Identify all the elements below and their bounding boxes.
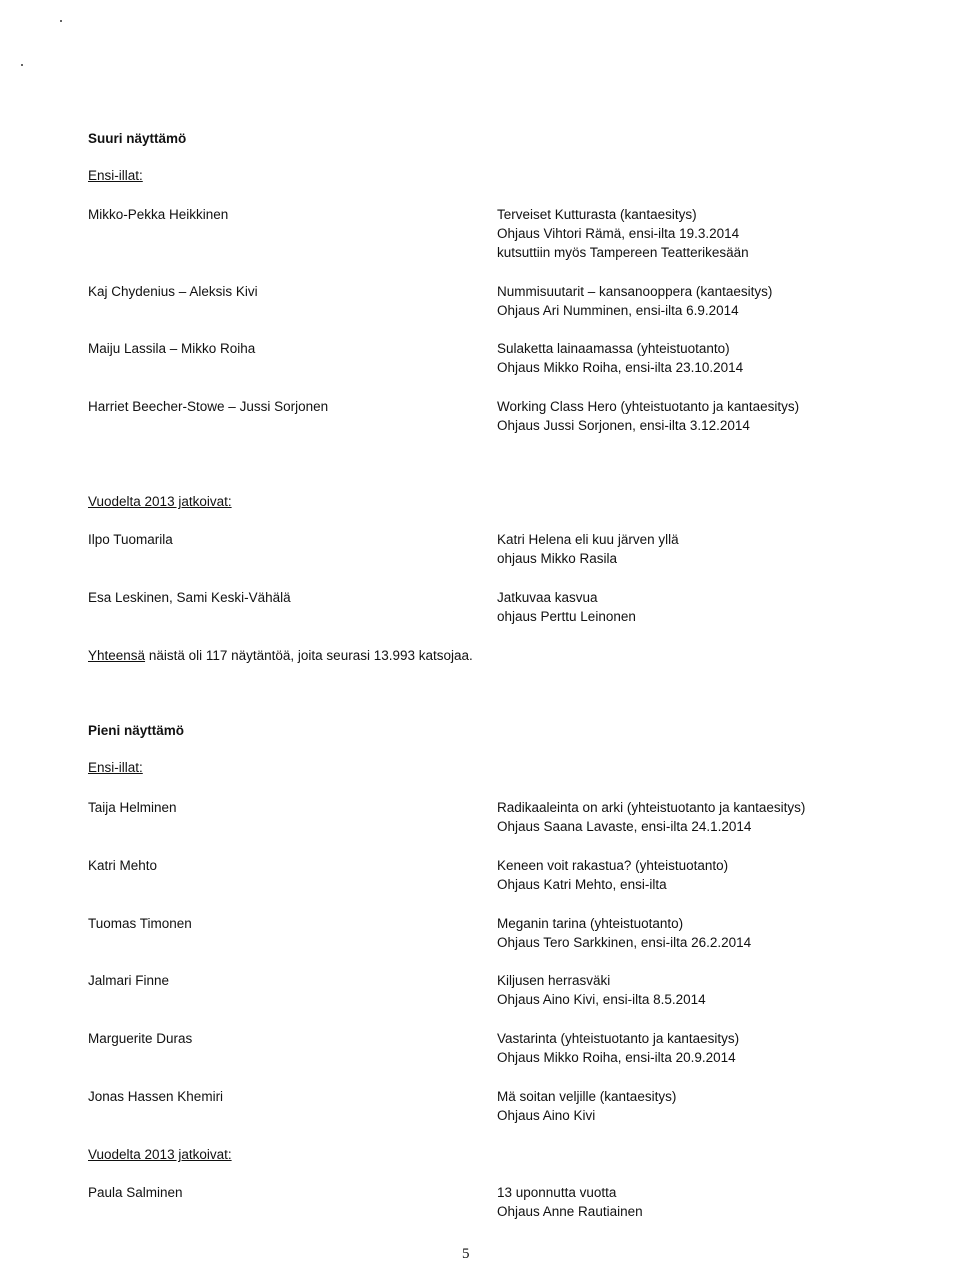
- production-info: Radikaaleinta on arki (yhteistuotanto ja kantaesitys) Ohjaus Saana Lavaste, ensi-ilta 24.1.2014: [497, 800, 806, 834]
- author-name: Paula Salminen: [88, 1185, 183, 1200]
- totals-summary: Yhteensä näistä oli 117 näytäntöä, joita seurasi 13.993 katsojaa.: [88, 648, 473, 663]
- production-info: Katri Helena eli kuu järven yllä ohjaus Mikko Rasila: [497, 532, 679, 566]
- author-name: Marguerite Duras: [88, 1031, 193, 1046]
- author-name: Tuomas Timonen: [88, 916, 192, 931]
- production-info: Kiljusen herrasväki Ohjaus Aino Kivi, ensi-ilta 8.5.2014: [497, 973, 706, 1007]
- production-info: Keneen voit rakastua? (yhteistuotanto) Ohjaus Katri Mehto, ensi-ilta: [497, 858, 729, 892]
- author-name: Maiju Lassila – Mikko Roiha: [88, 341, 256, 356]
- premieres-heading: Ensi-illat:: [88, 760, 143, 775]
- continuing-heading: Vuodelta 2013 jatkoivat:: [88, 1147, 232, 1162]
- author-name: Katri Mehto: [88, 858, 158, 873]
- production-info: Vastarinta (yhteistuotanto ja kantaesitys) Ohjaus Mikko Roiha, ensi-ilta 20.9.2014: [497, 1031, 740, 1065]
- author-name: Ilpo Tuomarila: [88, 532, 173, 547]
- production-info: Nummisuutarit – kansanooppera (kantaesitys) Ohjaus Ari Numminen, ensi-ilta 6.9.2014: [497, 284, 773, 318]
- scan-speck: [21, 64, 23, 66]
- production-info: Terveiset Kutturasta (kantaesitys) Ohjaus Vihtori Rämä, ensi-ilta 19.3.2014 kutsuttiin myös Tampereen Teatterikesään: [497, 207, 749, 260]
- scan-speck: [60, 20, 62, 22]
- page-number: 5: [462, 1246, 470, 1262]
- author-name: Jonas Hassen Khemiri: [88, 1089, 224, 1104]
- author-name: Esa Leskinen, Sami Keski-Vähälä: [88, 590, 291, 605]
- author-name: Harriet Beecher-Stowe – Jussi Sorjonen: [88, 399, 329, 414]
- production-info: Meganin tarina (yhteistuotanto) Ohjaus Tero Sarkkinen, ensi-ilta 26.2.2014: [497, 916, 752, 950]
- author-name: Jalmari Finne: [88, 973, 170, 988]
- production-info: Mä soitan veljille (kantaesitys) Ohjaus Aino Kivi: [497, 1089, 677, 1123]
- author-name: Mikko-Pekka Heikkinen: [88, 207, 229, 222]
- author-name: Kaj Chydenius – Aleksis Kivi: [88, 284, 258, 299]
- production-info: Jatkuvaa kasvua ohjaus Perttu Leinonen: [497, 590, 636, 624]
- production-info: Working Class Hero (yhteistuotanto ja kantaesitys) Ohjaus Jussi Sorjonen, ensi-ilta 3.12.2014: [497, 399, 800, 433]
- premieres-heading: Ensi-illat:: [88, 168, 143, 183]
- continuing-heading: Vuodelta 2013 jatkoivat:: [88, 494, 232, 509]
- author-name: Taija Helminen: [88, 800, 177, 815]
- production-info: 13 uponnutta vuotta Ohjaus Anne Rautiainen: [497, 1185, 643, 1219]
- section-title-small-stage: Pieni näyttämö: [88, 723, 185, 738]
- section-title-large-stage: Suuri näyttämö: [88, 131, 187, 146]
- production-info: Sulaketta lainaamassa (yhteistuotanto) Ohjaus Mikko Roiha, ensi-ilta 23.10.2014: [497, 341, 744, 375]
